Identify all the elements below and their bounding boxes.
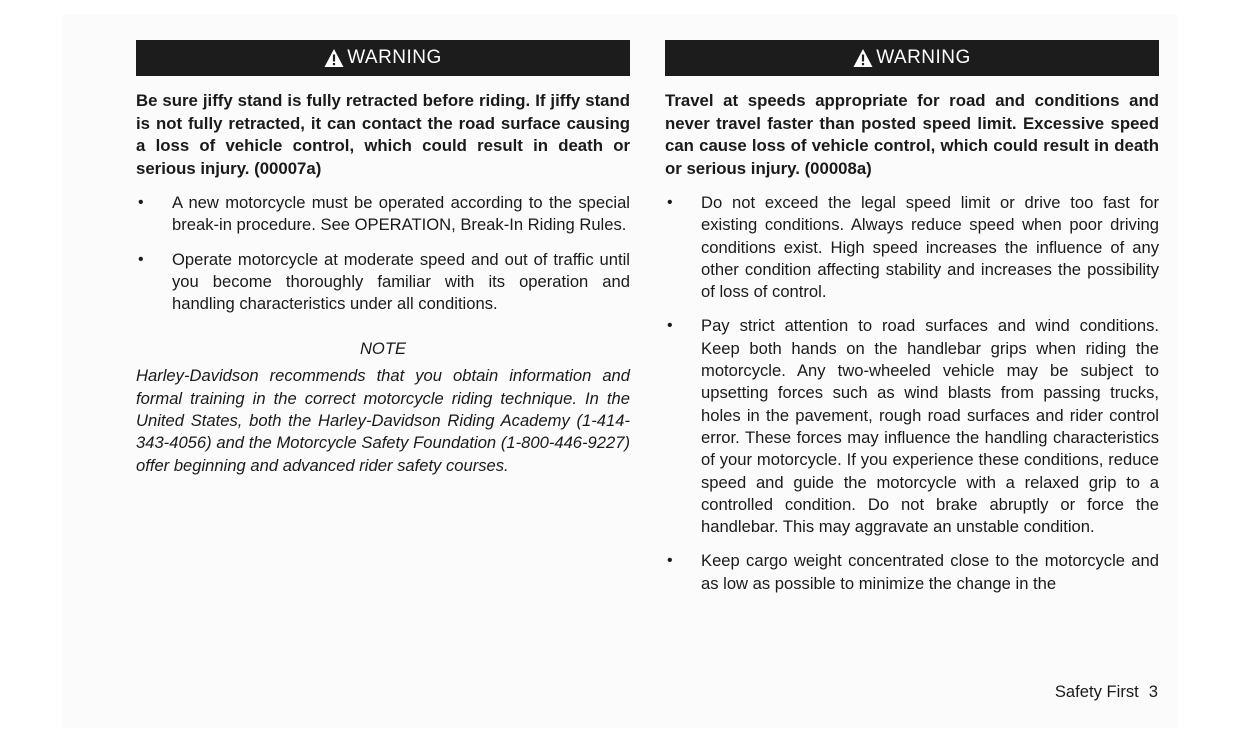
list-item	[665, 192, 1159, 303]
page-number: 3	[1148, 682, 1158, 701]
bullet-icon: •	[667, 194, 673, 211]
warning-label: WARNING	[347, 47, 442, 68]
warning-text: Be sure jiffy stand is fully retracted before riding. If jiffy stand is not fully retracted, it can contact the road surface causing a loss of vehicle control, which could result in death or serious injury. (00007a)	[136, 91, 630, 178]
warning-label: WARNING	[876, 47, 971, 68]
warning-banner	[665, 40, 1159, 76]
note-text: Harley-Davidson recommends that you obtain information and formal training in the correct motorcycle riding technique. In the United States, both the Harley-Davidson Riding Academy (1-414-343-4056) and the Motorcycle Safety Foundation (1-800-446-9227) offer beginning and advanced rider safety courses.	[136, 366, 630, 475]
list-item	[136, 249, 630, 316]
list-item-text: Operate motorcycle at moderate speed and out of traffic until you become thoroughly familiar with its operation and handling characteristics under all conditions.	[172, 249, 630, 314]
warning-triangle-icon	[324, 48, 344, 68]
bullet-list	[665, 192, 1159, 595]
note-heading: NOTE	[359, 339, 407, 359]
list-item-text: Pay strict attention to road surfaces and wind conditions. Keep both hands on the handlebar grips when riding the motorcycle. Any two-wheeled vehicle may be subject to upsetting forces such as wind blasts from passing trucks, holes in the pavement, rough road surfaces and rider control error. These forces may influence the handling characteristics of your motorcycle. If you experience these conditions, reduce speed and guide the motorcycle with a relaxed grip to a controlled condition. Do not brake abruptly or force the handlebar. This may aggravate an unstable condition.	[701, 316, 1159, 537]
page-footer	[1055, 682, 1158, 702]
bullet-icon: •	[667, 317, 673, 335]
left-column	[136, 40, 630, 477]
list-item	[665, 550, 1159, 595]
bullet-icon: •	[138, 194, 144, 211]
list-item	[665, 315, 1159, 538]
bullet-icon: •	[138, 250, 144, 268]
footer-section-title: Safety First	[1054, 682, 1139, 701]
warning-triangle-icon	[853, 48, 873, 68]
right-column	[665, 40, 1159, 607]
manual-page	[62, 14, 1178, 728]
list-item-text: Keep cargo weight concentrated close to the motorcycle and as low as possible to minimize the change in the	[701, 551, 1159, 593]
bullet-icon: •	[667, 552, 673, 570]
list-item	[136, 192, 630, 237]
bullet-list	[136, 192, 630, 315]
warning-text: Travel at speeds appropriate for road and conditions and never travel faster than posted speed limit. Excessive speed can cause loss of vehicle control, which could result in death or serious injury. (00008a)	[665, 91, 1159, 178]
warning-banner	[136, 40, 630, 76]
list-item-text: Do not exceed the legal speed limit or drive too fast for existing conditions. Always reduce speed when poor driving conditions exist. High speed increases the influence of any other condition affecting stability and increases the possibility of loss of control.	[701, 193, 1159, 302]
list-item-text: A new motorcycle must be operated according to the special break-in procedure. See OPERATION, Break-In Riding Rules.	[172, 193, 630, 235]
